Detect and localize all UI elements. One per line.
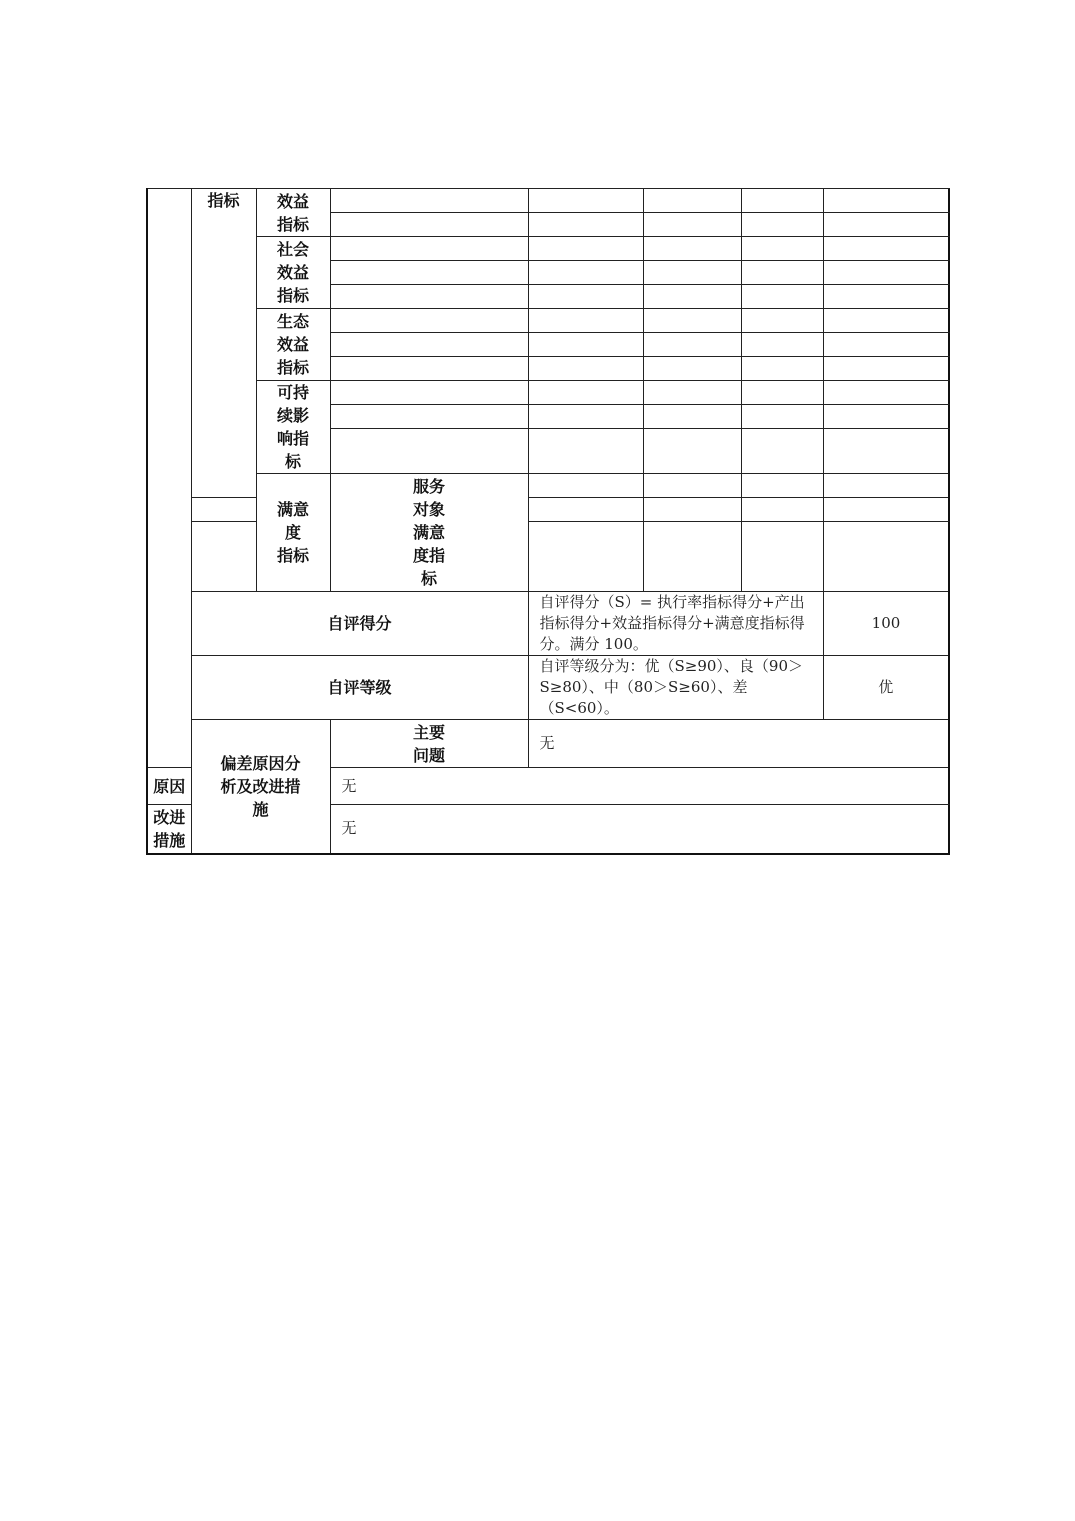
evaluation-table-continuation	[146, 188, 948, 855]
sub-sustain-line: 标	[284, 452, 301, 471]
problem-line: 问题	[412, 745, 445, 765]
problem-label	[330, 720, 528, 768]
sub-service-line: 标	[420, 569, 437, 588]
econ-cell-1-target[interactable]	[528, 189, 643, 213]
social-cell-1-target[interactable]	[528, 237, 643, 261]
eco-cell-2-score[interactable]	[823, 333, 949, 357]
sustain-cell-1-score[interactable]	[823, 381, 949, 405]
sub-social-label	[256, 237, 330, 309]
eco-cell-3-target[interactable]	[528, 357, 643, 381]
deviation-line: 施	[252, 799, 269, 819]
deviation-label	[191, 720, 330, 854]
group-indicator-label	[191, 189, 256, 498]
sub-service-line: 服务	[412, 477, 445, 496]
reason-value[interactable]: 无	[330, 768, 949, 805]
econ-cell-1-weight[interactable]	[741, 189, 823, 213]
sub-service-line: 度指	[412, 546, 445, 565]
social-cell-2-name[interactable]	[330, 261, 528, 285]
econ-cell-1-actual[interactable]	[643, 189, 741, 213]
deviation-line: 偏差原因分	[220, 753, 301, 773]
sub-service-line: 对象	[412, 500, 445, 519]
sustain-cell-2-actual[interactable]	[643, 405, 741, 429]
measure-line: 措施	[153, 830, 186, 850]
econ-cell-2-target[interactable]	[528, 213, 643, 237]
sustain-cell-3-score[interactable]	[823, 429, 949, 474]
social-cell-2-target[interactable]	[528, 261, 643, 285]
social-cell-3-weight[interactable]	[741, 285, 823, 309]
service-cell-3-actual[interactable]	[643, 522, 741, 592]
econ-cell-2-name[interactable]	[330, 213, 528, 237]
service-cell-2-actual[interactable]	[643, 498, 741, 522]
social-cell-3-target[interactable]	[528, 285, 643, 309]
eco-cell-2-target[interactable]	[528, 333, 643, 357]
eco-cell-2-name[interactable]	[330, 333, 528, 357]
sub-sustain-label	[256, 381, 330, 474]
service-cell-1-weight[interactable]	[823, 474, 949, 498]
eco-cell-2-actual[interactable]	[643, 333, 741, 357]
sub-econ-line: 指标	[276, 214, 309, 234]
level1-blank-cell	[147, 189, 191, 768]
eco-cell-3-name[interactable]	[330, 357, 528, 381]
econ-cell-1-score[interactable]	[823, 189, 949, 213]
sub-eco-line: 效益	[276, 335, 309, 354]
social-cell-3-score[interactable]	[823, 285, 949, 309]
social-cell-2-weight[interactable]	[741, 261, 823, 285]
service-cell-2-score[interactable]	[823, 498, 949, 522]
service-cell-3-name[interactable]	[191, 522, 256, 592]
sustain-cell-2-name[interactable]	[330, 405, 528, 429]
sustain-cell-1-actual[interactable]	[643, 381, 741, 405]
group-satisfaction-line: 满意	[276, 500, 309, 519]
econ-cell-2-weight[interactable]	[741, 213, 823, 237]
sustain-cell-1-weight[interactable]	[741, 381, 823, 405]
social-cell-2-score[interactable]	[823, 261, 949, 285]
sub-sustain-line: 续影	[276, 406, 309, 425]
service-cell-3-weight[interactable]	[741, 522, 823, 592]
service-cell-2-target[interactable]	[528, 498, 643, 522]
sustain-cell-2-weight[interactable]	[741, 405, 823, 429]
sub-sustain-line: 可持	[276, 383, 309, 402]
reason-label: 原因	[147, 768, 191, 805]
social-cell-2-actual[interactable]	[643, 261, 741, 285]
econ-cell-2-actual[interactable]	[643, 213, 741, 237]
service-cell-2-name[interactable]	[191, 498, 256, 522]
eco-cell-3-actual[interactable]	[643, 357, 741, 381]
social-cell-1-score[interactable]	[823, 237, 949, 261]
sustain-cell-3-target[interactable]	[528, 429, 643, 474]
grade-label: 自评等级	[191, 656, 528, 720]
sustain-cell-2-target[interactable]	[528, 405, 643, 429]
sub-service-label	[330, 474, 528, 592]
measure-label	[147, 805, 191, 854]
sub-social-line: 效益	[276, 263, 309, 282]
econ-cell-1-name[interactable]	[330, 189, 528, 213]
sub-social-line: 社会	[276, 240, 309, 259]
performance-table	[146, 188, 950, 855]
group-satisfaction-line: 度	[284, 523, 301, 542]
eco-cell-1-weight[interactable]	[741, 309, 823, 333]
sustain-cell-1-target[interactable]	[528, 381, 643, 405]
sustain-cell-2-score[interactable]	[823, 405, 949, 429]
service-cell-1-actual[interactable]	[741, 474, 823, 498]
problem-line: 主要	[412, 722, 445, 742]
econ-cell-2-score[interactable]	[823, 213, 949, 237]
eco-cell-3-score[interactable]	[823, 357, 949, 381]
sustain-cell-3-actual[interactable]	[643, 429, 741, 474]
score-full-mark: 100	[823, 592, 949, 656]
sub-service-line: 满意	[412, 523, 445, 542]
eco-cell-1-score[interactable]	[823, 309, 949, 333]
sustain-cell-3-name[interactable]	[330, 429, 528, 474]
social-cell-1-actual[interactable]	[643, 237, 741, 261]
service-cell-1-name[interactable]	[528, 474, 643, 498]
service-cell-3-score[interactable]	[823, 522, 949, 592]
deviation-line: 析及改进措	[220, 776, 301, 796]
eco-cell-3-weight[interactable]	[741, 357, 823, 381]
sustain-cell-1-name[interactable]	[330, 381, 528, 405]
sustain-cell-3-weight[interactable]	[741, 429, 823, 474]
group-satisfaction-label	[256, 474, 330, 592]
sub-eco-line: 指标	[276, 358, 309, 377]
measure-value[interactable]: 无	[330, 805, 949, 854]
social-cell-1-name[interactable]	[330, 237, 528, 261]
sub-econ-label	[256, 189, 330, 237]
sub-econ-line: 效益	[276, 191, 309, 211]
score-label: 自评得分	[191, 592, 528, 656]
measure-line: 改进	[153, 807, 186, 827]
eco-cell-1-actual[interactable]	[643, 309, 741, 333]
eco-cell-2-weight[interactable]	[741, 333, 823, 357]
problem-value[interactable]: 无	[528, 720, 949, 768]
service-cell-2-weight[interactable]	[741, 498, 823, 522]
service-cell-1-target[interactable]	[643, 474, 741, 498]
grade-description: 自评等级分为：优（S≥90）、良（90＞S≥80）、中（80＞S≥60）、差（S<60）。	[528, 656, 823, 720]
sub-eco-label	[256, 309, 330, 381]
social-cell-3-name[interactable]	[330, 285, 528, 309]
sub-eco-line: 生态	[276, 312, 309, 331]
group-indicator-text: 指标	[207, 191, 240, 210]
score-description: 自评得分（S）= 执行率指标得分+产出指标得分+效益指标得分+满意度指标得分。满分 100。	[528, 592, 823, 656]
sub-sustain-line: 响指	[276, 429, 309, 448]
eco-cell-1-target[interactable]	[528, 309, 643, 333]
eco-cell-1-name[interactable]	[330, 309, 528, 333]
group-satisfaction-line: 指标	[276, 546, 309, 565]
service-cell-3-target[interactable]	[528, 522, 643, 592]
sub-social-line: 指标	[276, 286, 309, 305]
grade-value[interactable]: 优	[823, 656, 949, 720]
social-cell-1-weight[interactable]	[741, 237, 823, 261]
social-cell-3-actual[interactable]	[643, 285, 741, 309]
